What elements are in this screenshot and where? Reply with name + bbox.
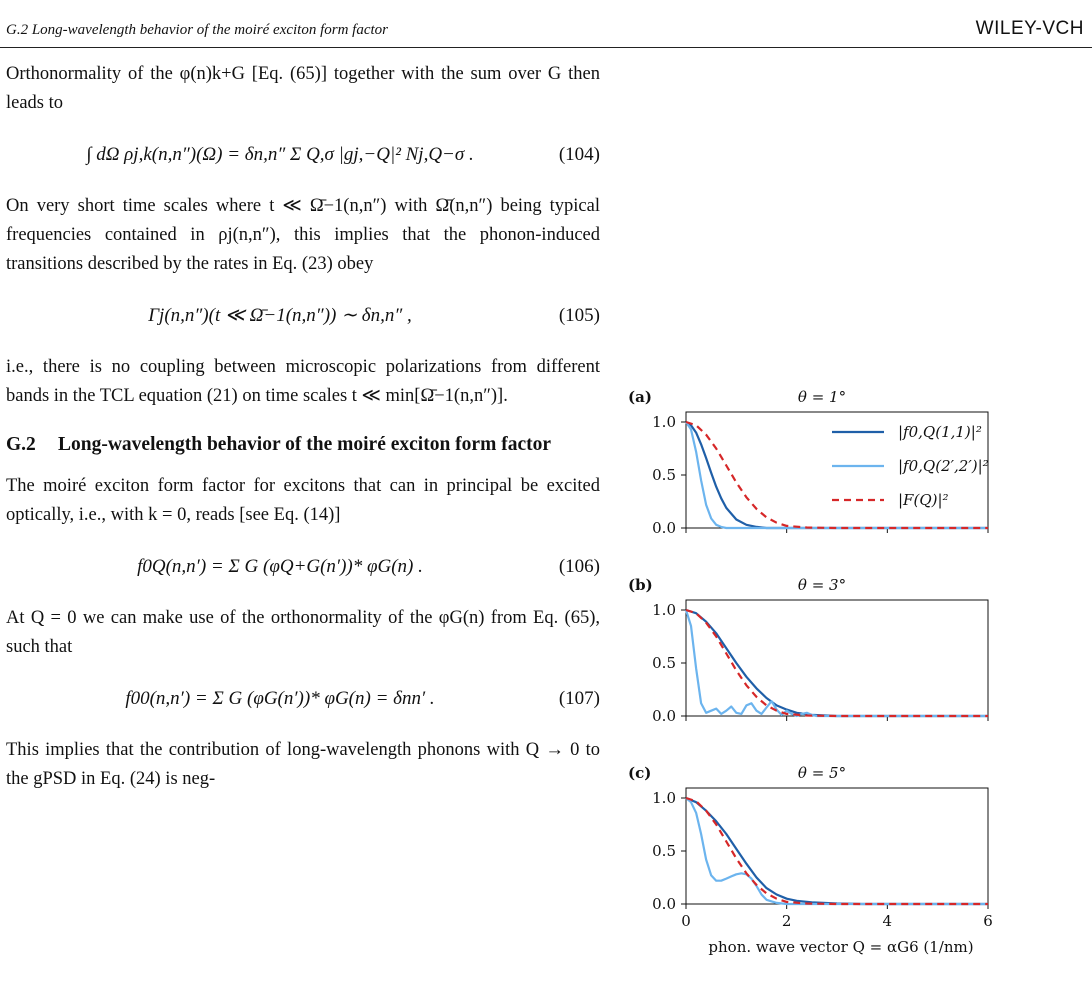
y-tick-label: 1.0 [652, 601, 676, 619]
paragraph-orthonormality: Orthonormality of the φ(n)k+G [Eq. (65)] together with the sum over G then leads to [6, 64, 600, 113]
equation-104-number: (104) [558, 143, 600, 165]
equation-105 [6, 287, 600, 343]
section-heading [6, 431, 600, 458]
x-tick-label: 4 [882, 912, 893, 930]
equation-107 [6, 670, 600, 726]
publisher-logo: WILEY-VCH [975, 18, 1084, 39]
equation-104 [6, 126, 600, 182]
series-line-dashed-red [686, 610, 988, 716]
legend-entry: |f0,Q(1,1)|² [898, 423, 982, 441]
header-rule [0, 47, 1092, 48]
equation-107-body: f00(n,n′) = Σ G (φG(n′))* φG(n) = δnn′ . [125, 687, 435, 709]
form-factor-plots [622, 380, 1092, 992]
y-tick-label: 0.5 [652, 654, 676, 672]
series-line-solid-dark [686, 798, 988, 904]
y-tick-label: 0.0 [652, 895, 676, 913]
x-tick-label: 6 [983, 912, 993, 930]
series-line-solid-light [686, 610, 988, 716]
x-tick-label: 2 [781, 912, 792, 930]
legend-entry: |F(Q)|² [898, 491, 949, 509]
running-header [0, 0, 1092, 48]
header-section-title: G.2 Long-wavelength behavior of the moiré exciton form factor [6, 22, 389, 38]
equation-107-number: (107) [558, 687, 600, 709]
panel-label: (a) [628, 388, 652, 406]
panel-label: (b) [628, 576, 653, 594]
paragraph-form-factor: The moiré exciton form factor for excitons that can in principal be excited optically, i.e., with k = 0, reads [see Eq. (14)] [6, 476, 600, 525]
section-title: Long-wavelength behavior of the moiré exciton form factor [58, 434, 551, 455]
equation-104-body: ∫ dΩ ρj,k(n,n″)(Ω) = δn,n″ Σ Q,σ |gj,−Q|² Nj,Q−σ . [86, 143, 474, 165]
panel-title: θ = 5° [797, 764, 847, 782]
paragraph-no-coupling: i.e., there is no coupling between microscopic polarizations from different bands in the TCL equation (21) on time scales t ≪ min[Ω̄−1(n,n″)]. [6, 357, 600, 406]
series-line-solid-dark [686, 610, 988, 716]
equation-106-body: f0Q(n,n′) = Σ G (φQ+G(n′))* φG(n) . [137, 555, 423, 577]
paragraph-implication: This implies that the contribution of long-wavelength phonons with Q → 0 to the gPSD in Eq. (24) is neg- [6, 740, 600, 789]
y-tick-label: 0.0 [652, 707, 676, 725]
series-line-solid-light [686, 798, 988, 904]
y-tick-label: 1.0 [652, 413, 676, 431]
series-line-dashed-red [686, 798, 988, 904]
panel-title: θ = 1° [797, 388, 847, 406]
y-tick-label: 0.5 [652, 842, 676, 860]
paragraph-short-time: On very short time scales where t ≪ Ω̄−1(n,n″) with Ω̄(n,n″) being typical frequencies contained in ρj(n,n″), this implies that the phonon-induced transitions described by the rates in Eq. (23) obey [6, 196, 600, 274]
section-number: G.2 [6, 434, 36, 455]
y-tick-label: 0.5 [652, 466, 676, 484]
text-column [6, 60, 600, 802]
panel-title: θ = 3° [797, 576, 847, 594]
equation-105-number: (105) [558, 304, 600, 326]
x-tick-label: 0 [681, 912, 691, 930]
y-tick-label: 0.0 [652, 519, 676, 537]
panel-3-frame [686, 788, 988, 904]
panel-label: (c) [628, 764, 652, 782]
equation-106-number: (106) [558, 555, 600, 577]
panel-2-frame [686, 600, 988, 716]
paragraph-q-zero: At Q = 0 we can make use of the orthonormality of the φG(n) from Eq. (65), such that [6, 608, 600, 657]
equation-106 [6, 538, 600, 594]
equation-105-body: Γj(n,n″)(t ≪ Ω̄−1(n,n″)) ∼ δn,n″ , [148, 304, 412, 326]
form-factor-figure [622, 380, 1092, 992]
x-axis-label: phon. wave vector Q = αG6 (1/nm) [708, 938, 974, 956]
y-tick-label: 1.0 [652, 789, 676, 807]
legend-entry: |f0,Q(2′,2′)|² [898, 457, 989, 475]
